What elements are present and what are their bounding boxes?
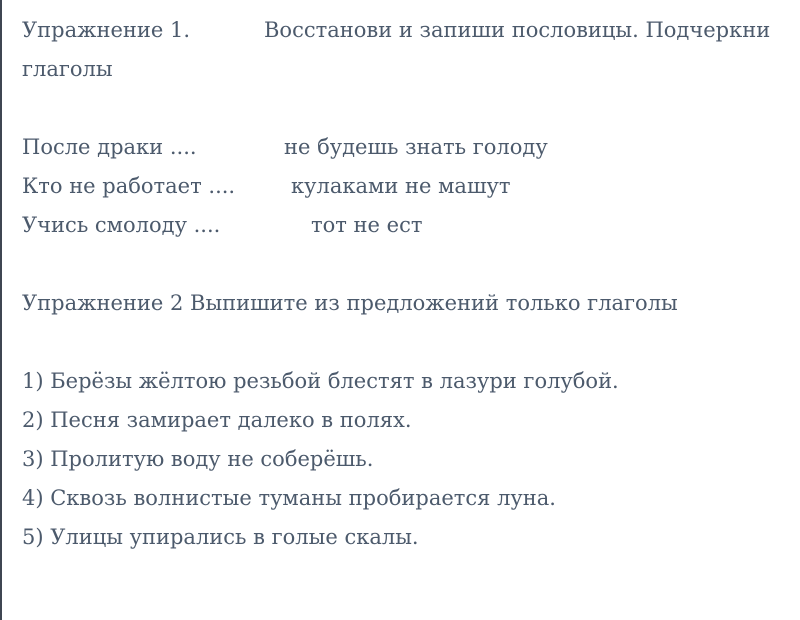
proverb-end-1: не будешь знать голоду (284, 135, 548, 159)
proverb-end-2: кулаками не машут (291, 174, 511, 198)
proverb-end-3: тот не ест (311, 213, 423, 237)
sentence-1: 1) Берёзы жёлтою резьбой блестят в лазури голубой. (22, 369, 619, 393)
proverb-start-3: Учись смолоду .... (22, 213, 221, 237)
exercise1-label: Упражнение 1. (22, 18, 191, 42)
proverb-start-2: Кто не работает .... (22, 174, 236, 198)
sentence-4: 4) Сквозь волнистые туманы пробирается луна. (22, 486, 556, 510)
exercise2-heading: Упражнение 2 Выпишите из предложений только глаголы (22, 291, 678, 315)
proverb-start-1: После драки .... (22, 135, 197, 159)
sentence-3: 3) Пролитую воду не соберёшь. (22, 447, 374, 471)
exercise1-instruction-continued: глаголы (22, 57, 113, 81)
sentence-2: 2) Песня замирает далеко в полях. (22, 408, 412, 432)
exercise1-instruction: Восстанови и запиши пословицы. Подчеркни (264, 18, 771, 42)
sentence-5: 5) Улицы упирались в голые скалы. (22, 525, 419, 549)
page-left-border (0, 0, 2, 620)
